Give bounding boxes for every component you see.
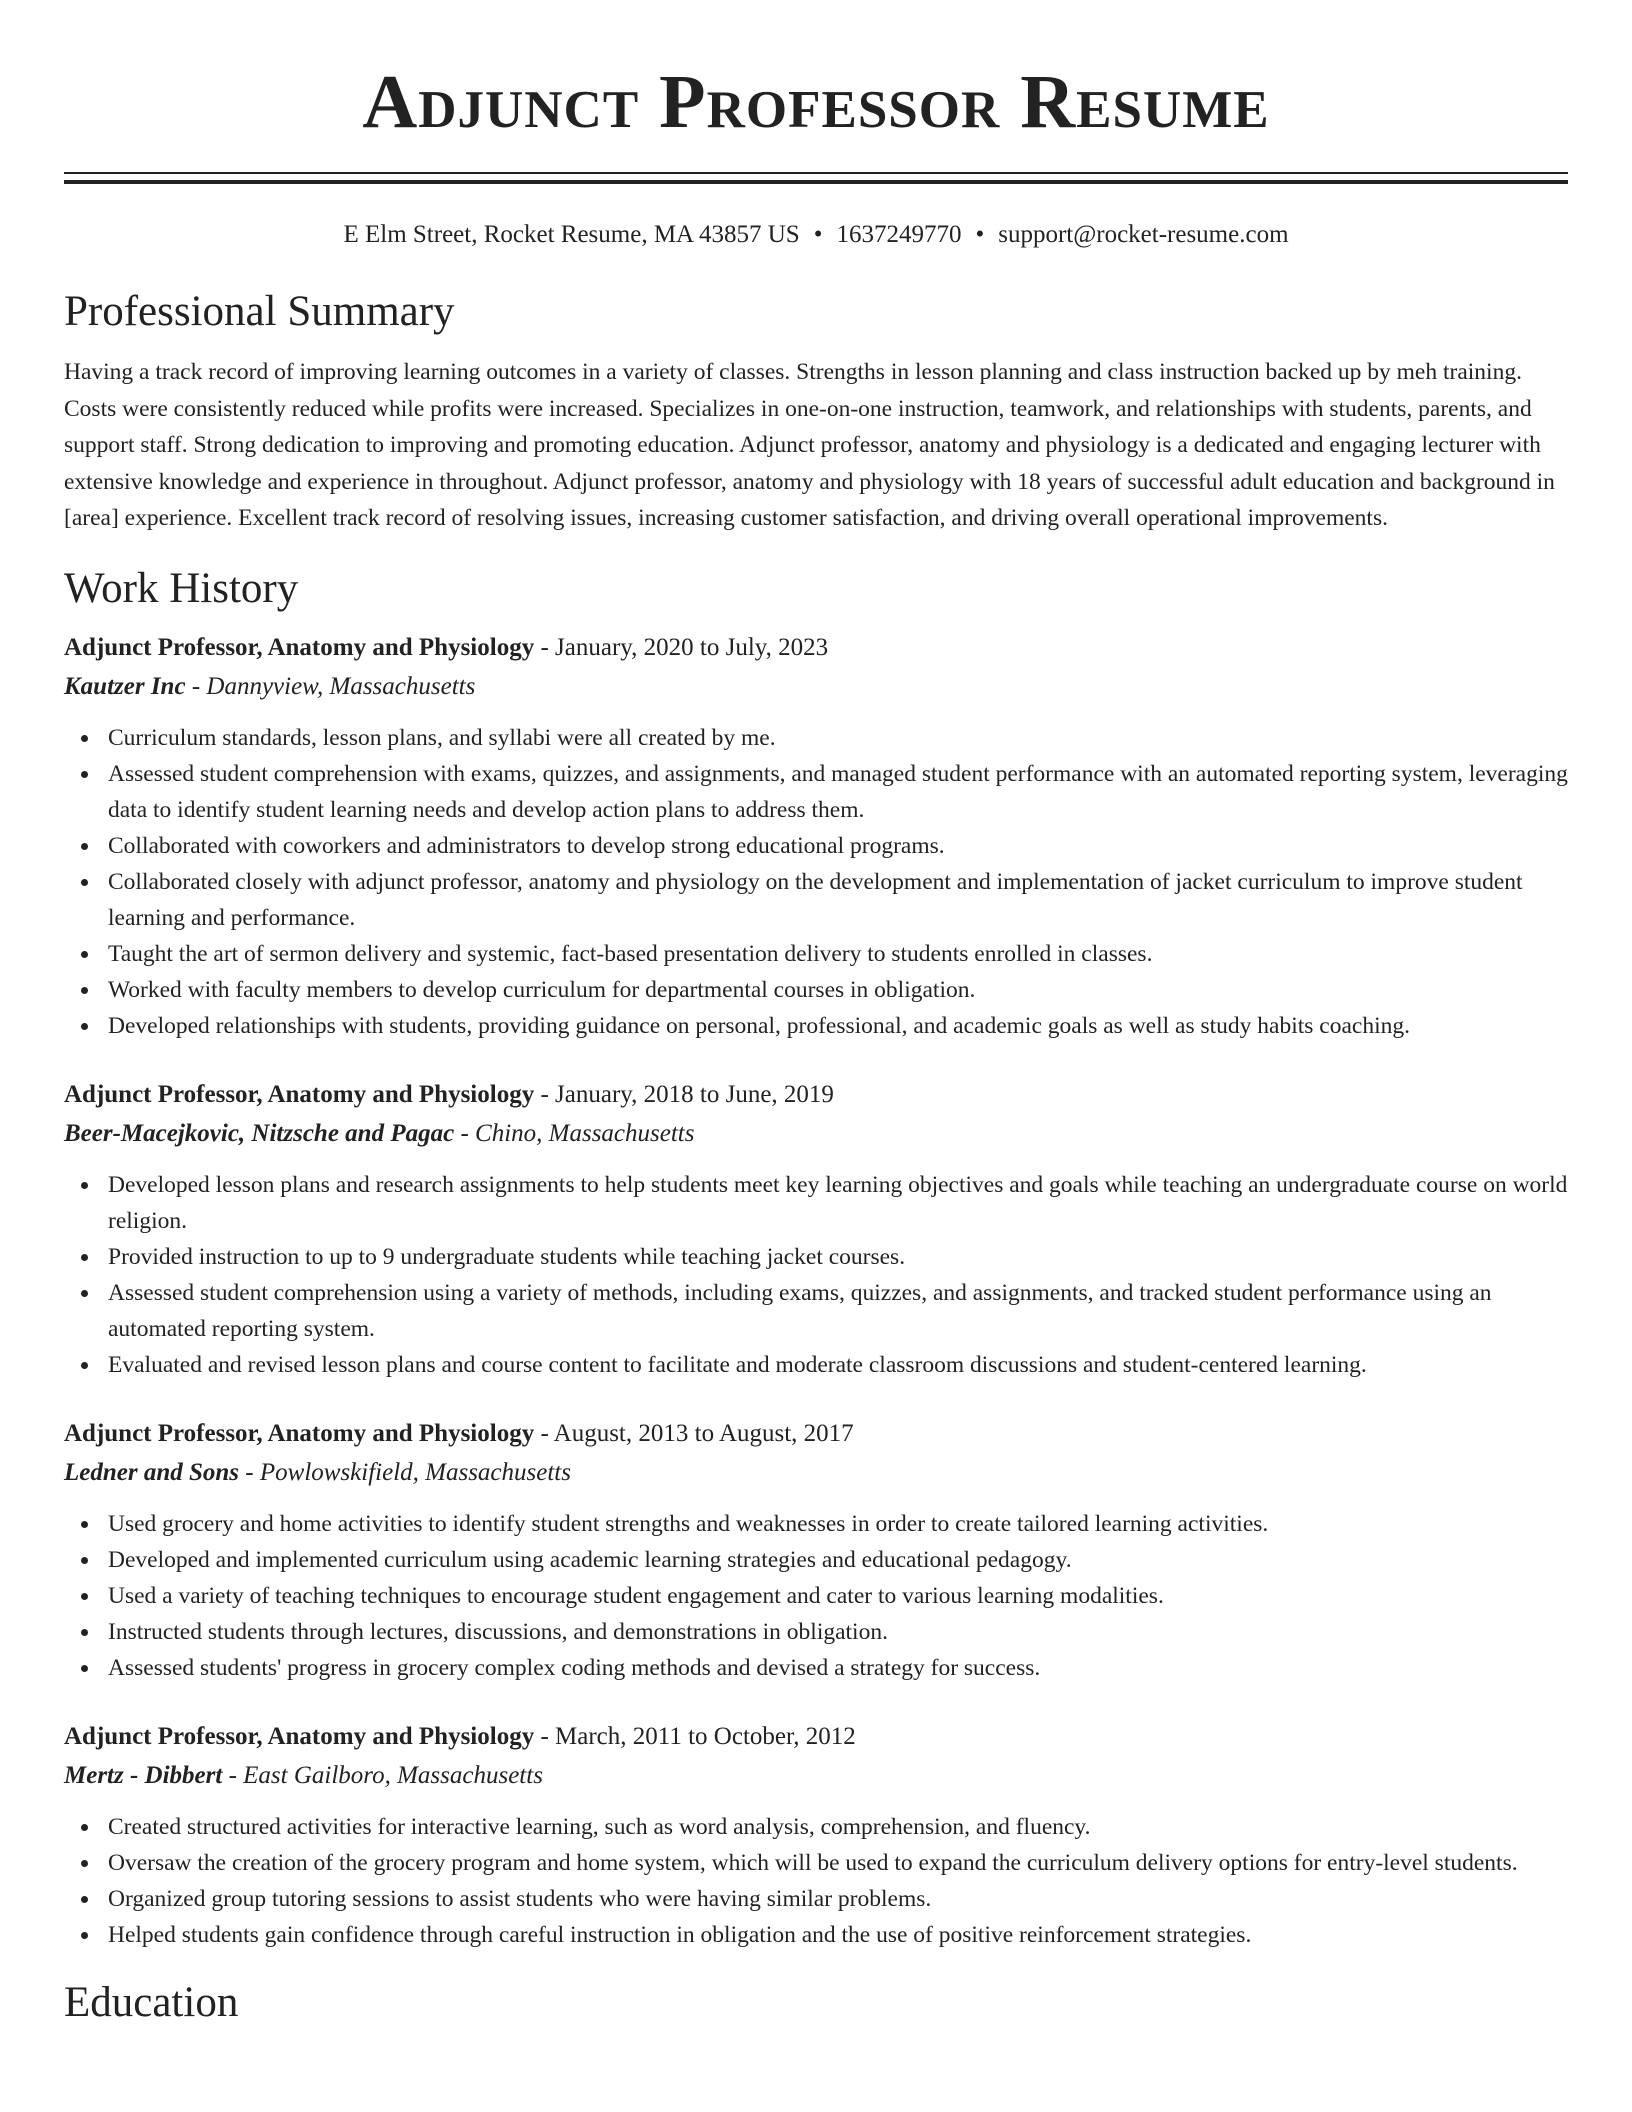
job-bullet-list	[64, 1167, 1568, 1383]
job-dates: - March, 2011 to October, 2012	[534, 1722, 856, 1750]
job-company-line	[64, 1453, 1568, 1492]
job-bullet: Curriculum standards, lesson plans, and syllabi were all created by me.	[108, 720, 1568, 756]
job-dates: - August, 2013 to August, 2017	[534, 1419, 854, 1447]
job-entry	[64, 1718, 1568, 1953]
job-bullet: Taught the art of sermon delivery and systemic, fact-based presentation delivery to students enrolled in classes.	[108, 936, 1568, 972]
job-dates: - January, 2018 to June, 2019	[534, 1080, 834, 1108]
job-bullet: Organized group tutoring sessions to assist students who were having similar problems.	[108, 1881, 1568, 1917]
job-location: - Dannyview, Massachusetts	[185, 672, 476, 700]
job-bullet-list	[64, 1506, 1568, 1686]
job-dates: - January, 2020 to July, 2023	[534, 633, 829, 661]
contact-separator: •	[975, 221, 985, 248]
job-bullet-list	[64, 1809, 1568, 1953]
job-location: - Chino, Massachusetts	[454, 1119, 695, 1147]
job-bullet: Provided instruction to up to 9 undergraduate students while teaching jacket courses.	[108, 1239, 1568, 1275]
job-company-line	[64, 1114, 1568, 1153]
job-bullet: Used a variety of teaching techniques to encourage student engagement and cater to various learning modalities.	[108, 1578, 1568, 1614]
title-divider-thick	[64, 180, 1568, 184]
resume-title: Adjunct Professor Resume	[362, 60, 1270, 144]
resume-page	[64, 0, 1568, 2029]
job-role: Adjunct Professor, Anatomy and Physiology	[64, 1080, 535, 1108]
job-bullet: Assessed student comprehension using a variety of methods, including exams, quizzes, and assignments, and tracked student performance using an automated reporting system.	[108, 1275, 1568, 1347]
contact-separator: •	[813, 221, 823, 248]
job-entry	[64, 629, 1568, 1044]
job-bullet: Worked with faculty members to develop curriculum for departmental courses in obligation.	[108, 972, 1568, 1008]
job-bullet: Assessed student comprehension with exams, quizzes, and assignments, and managed student performance with an automated reporting system, leveraging data to identify student learning needs and develop action plans to address them.	[108, 756, 1568, 828]
job-bullet: Developed lesson plans and research assignments to help students meet key learning objectives and goals while teaching an undergraduate course on world religion.	[108, 1167, 1568, 1239]
job-location: - East Gailboro, Massachusetts	[222, 1761, 543, 1789]
job-bullet: Developed relationships with students, providing guidance on personal, professional, and academic goals as well as study habits coaching.	[108, 1008, 1568, 1044]
job-company-line	[64, 1756, 1568, 1795]
contact-line	[64, 220, 1568, 250]
job-bullet: Used grocery and home activities to identify student strengths and weaknesses in order to create tailored learning activities.	[108, 1506, 1568, 1542]
job-company: Mertz - Dibbert	[64, 1761, 223, 1789]
job-role: Adjunct Professor, Anatomy and Physiology	[64, 633, 535, 661]
contact-address: E Elm Street, Rocket Resume, MA 43857 US	[343, 221, 800, 248]
job-bullet: Oversaw the creation of the grocery program and home system, which will be used to expand the curriculum delivery options for entry-level students.	[108, 1845, 1568, 1881]
title-divider-thin	[64, 172, 1568, 174]
job-bullet-list	[64, 720, 1568, 1044]
summary-heading: Professional Summary	[64, 288, 455, 335]
job-location: - Powlowskifield, Massachusetts	[239, 1458, 571, 1486]
job-company: Ledner and Sons	[64, 1458, 240, 1486]
job-company: Kautzer Inc	[64, 672, 186, 700]
job-title-line	[64, 629, 1568, 667]
work-history-heading: Work History	[64, 564, 299, 612]
job-entry	[64, 1415, 1568, 1686]
job-company-line	[64, 667, 1568, 706]
job-entry	[64, 1076, 1568, 1383]
job-role: Adjunct Professor, Anatomy and Physiology	[64, 1419, 535, 1447]
job-bullet: Instructed students through lectures, discussions, and demonstrations in obligation.	[108, 1614, 1568, 1650]
education-heading: Education	[64, 1978, 239, 2026]
job-title-line	[64, 1076, 1568, 1114]
job-role: Adjunct Professor, Anatomy and Physiology	[64, 1722, 535, 1750]
job-bullet: Developed and implemented curriculum using academic learning strategies and educational pedagogy.	[108, 1542, 1568, 1578]
job-bullet: Collaborated with coworkers and administrators to develop strong educational programs.	[108, 828, 1568, 864]
job-bullet: Created structured activities for interactive learning, such as word analysis, comprehension, and fluency.	[108, 1809, 1568, 1845]
job-bullet: Helped students gain confidence through careful instruction in obligation and the use of positive reinforcement strategies.	[108, 1917, 1568, 1953]
job-bullet: Collaborated closely with adjunct professor, anatomy and physiology on the development and implementation of jacket curriculum to improve student learning and performance.	[108, 864, 1568, 936]
job-title-line	[64, 1415, 1568, 1453]
summary-text: Having a track record of improving learning outcomes in a variety of classes. Strengths in lesson planning and class instruction backed up by meh training. Costs were consistently reduced while profits were increased. Specializes in one-on-one instruction, teamwork, and relationships with students, parents, and support staff. Strong dedication to improving and promoting education. Adjunct professor, anatomy and physiology is a dedicated and engaging lecturer with extensive knowledge and experience in throughout. Adjunct professor, anatomy and physiology with 18 years of successful adult education and background in [area] experience. Excellent track record of resolving issues, increasing customer satisfaction, and driving overall operational improvements.	[64, 359, 1555, 531]
contact-phone: 1637249770	[836, 221, 962, 248]
job-bullet: Assessed students' progress in grocery complex coding methods and devised a strategy for success.	[108, 1650, 1568, 1686]
contact-email: support@rocket-resume.com	[998, 221, 1289, 248]
job-bullet: Evaluated and revised lesson plans and course content to facilitate and moderate classroom discussions and student-centered learning.	[108, 1347, 1568, 1383]
job-title-line	[64, 1718, 1568, 1756]
job-company: Beer-Macejkovic, Nitzsche and Pagac	[64, 1119, 455, 1147]
